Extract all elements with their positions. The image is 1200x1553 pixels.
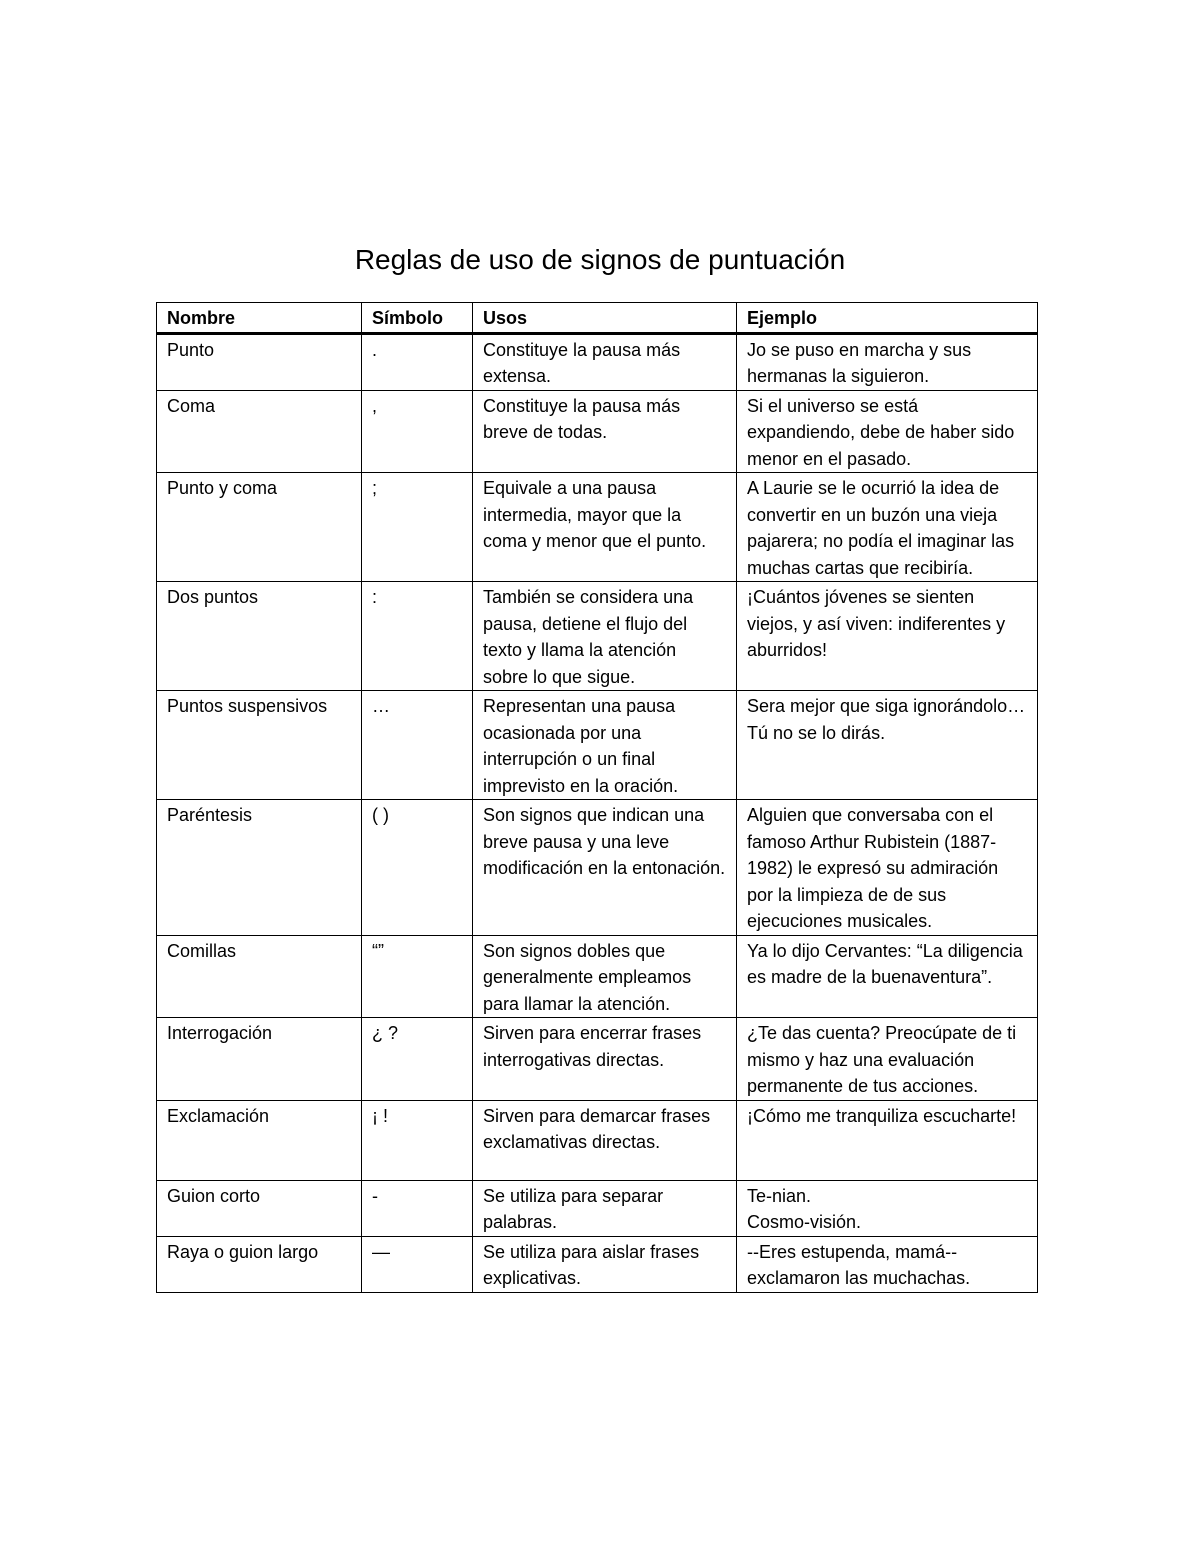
row-ejemplo: Alguien que conversaba con el famoso Arthur Rubistein (1887-1982) le expresó su admiración por la limpieza de de sus ejecuciones musicales. <box>737 800 1038 936</box>
row-usos: Son signos dobles que generalmente empleamos para llamar la atención. <box>473 935 737 1018</box>
row-nombre: Paréntesis <box>157 800 362 936</box>
ejemplo-line: Te-nian. <box>747 1185 812 1206</box>
table-row <box>157 390 1038 473</box>
header-usos: Usos <box>473 303 737 334</box>
row-simbolo: ; <box>362 473 473 582</box>
row-ejemplo <box>737 1180 1038 1236</box>
row-simbolo: - <box>362 1180 473 1236</box>
table-row <box>157 1180 1038 1236</box>
row-usos: Representan una pausa ocasionada por una interrupción o un final imprevisto en la oración. <box>473 691 737 800</box>
row-nombre: Guion corto <box>157 1180 362 1236</box>
row-nombre: Raya o guion largo <box>157 1236 362 1292</box>
table-row <box>157 1018 1038 1101</box>
table-row <box>157 1236 1038 1292</box>
row-nombre: Coma <box>157 390 362 473</box>
row-simbolo: : <box>362 582 473 691</box>
row-ejemplo: Ya lo dijo Cervantes: “La diligencia es madre de la buenaventura”. <box>737 935 1038 1018</box>
row-usos: Constituye la pausa más extensa. <box>473 333 737 390</box>
row-nombre: Puntos suspensivos <box>157 691 362 800</box>
row-ejemplo: A Laurie se le ocurrió la idea de convertir en un buzón una vieja pajarera; no podía el imaginar las muchas cartas que recibiría. <box>737 473 1038 582</box>
row-simbolo: ( ) <box>362 800 473 936</box>
row-simbolo: . <box>362 333 473 390</box>
row-simbolo: … <box>362 691 473 800</box>
row-ejemplo: Jo se puso en marcha y sus hermanas la siguieron. <box>737 333 1038 390</box>
row-nombre: Punto y coma <box>157 473 362 582</box>
row-ejemplo: ¿Te das cuenta? Preocúpate de ti mismo y haz una evaluación permanente de tus acciones. <box>737 1018 1038 1101</box>
row-nombre: Comillas <box>157 935 362 1018</box>
header-nombre: Nombre <box>157 303 362 334</box>
punctuation-table <box>156 302 1038 1293</box>
table-row <box>157 1100 1038 1180</box>
table-row <box>157 582 1038 691</box>
row-simbolo: ¡ ! <box>362 1100 473 1180</box>
row-simbolo: ¿ ? <box>362 1018 473 1101</box>
row-ejemplo: Si el universo se está expandiendo, debe de haber sido menor en el pasado. <box>737 390 1038 473</box>
ejemplo-line: Cosmo-visión. <box>747 1212 862 1232</box>
table-header-row <box>157 303 1038 334</box>
row-ejemplo: ¡Cuántos jóvenes se sienten viejos, y así viven: indiferentes y aburridos! <box>737 582 1038 691</box>
row-usos: Sirven para demarcar frases exclamativas directas. <box>473 1100 737 1180</box>
row-nombre: Dos puntos <box>157 582 362 691</box>
row-ejemplo: Sera mejor que siga ignorándolo… Tú no se lo dirás. <box>737 691 1038 800</box>
row-simbolo: , <box>362 390 473 473</box>
table-row <box>157 800 1038 936</box>
row-usos: También se considera una pausa, detiene el flujo del texto y llama la atención sobre lo que sigue. <box>473 582 737 691</box>
row-usos: Son signos que indican una breve pausa y una leve modificación en la entonación. <box>473 800 737 936</box>
table-row <box>157 333 1038 390</box>
table-row <box>157 473 1038 582</box>
row-usos: Se utiliza para separar palabras. <box>473 1180 737 1236</box>
document-title: Reglas de uso de signos de puntuación <box>354 244 846 275</box>
row-nombre: Exclamación <box>157 1100 362 1180</box>
row-nombre: Interrogación <box>157 1018 362 1101</box>
table-row <box>157 691 1038 800</box>
table-row <box>157 935 1038 1018</box>
row-ejemplo: ¡Cómo me tranquiliza escucharte! <box>737 1100 1038 1180</box>
row-simbolo: “” <box>362 935 473 1018</box>
header-ejemplo: Ejemplo <box>737 303 1038 334</box>
row-usos: Se utiliza para aislar frases explicativas. <box>473 1236 737 1292</box>
header-simbolo: Símbolo <box>362 303 473 334</box>
row-usos: Equivale a una pausa intermedia, mayor que la coma y menor que el punto. <box>473 473 737 582</box>
row-usos: Sirven para encerrar frases interrogativas directas. <box>473 1018 737 1101</box>
row-usos: Constituye la pausa más breve de todas. <box>473 390 737 473</box>
row-ejemplo: --Eres estupenda, mamá--exclamaron las muchachas. <box>737 1236 1038 1292</box>
row-nombre: Punto <box>157 333 362 390</box>
row-simbolo: — <box>362 1236 473 1292</box>
